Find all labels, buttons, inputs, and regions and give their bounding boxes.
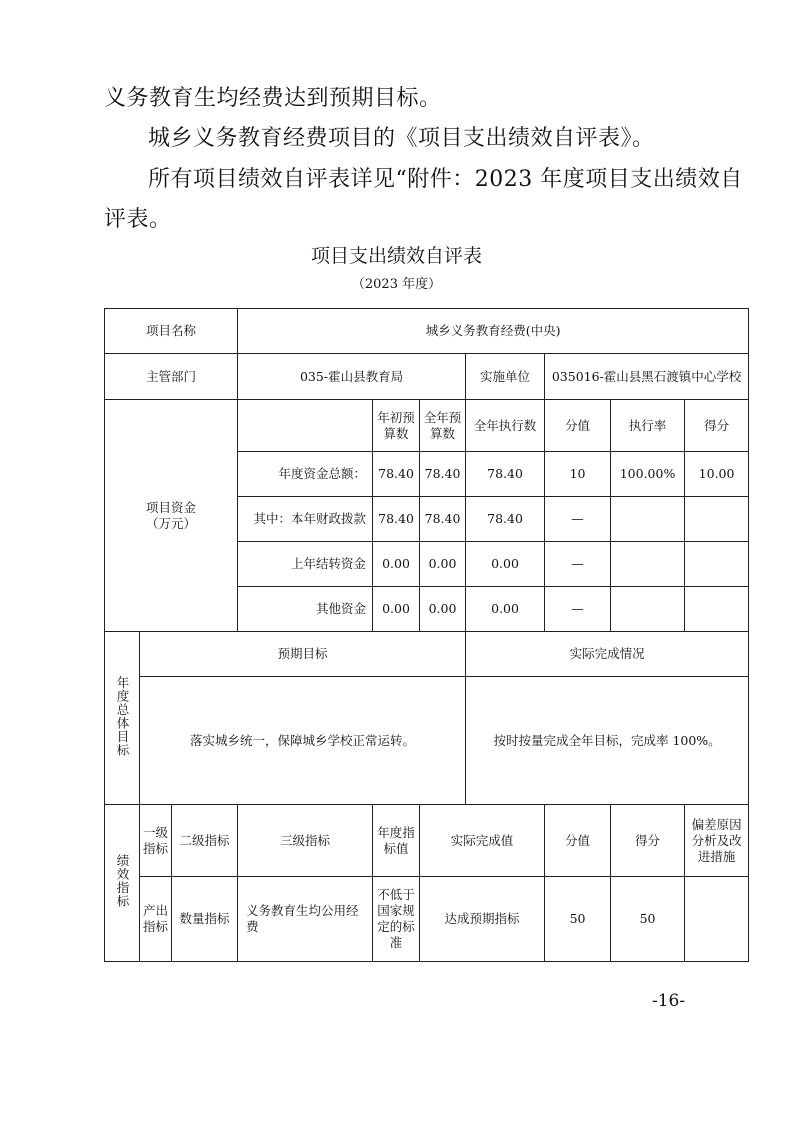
annual-goal-label [105,632,140,805]
fund-score-value: — [545,542,611,587]
header-score: 得分 [611,805,685,877]
page-number: -16- [652,991,686,1011]
implementing-unit-label: 实施单位 [466,354,545,400]
fund-annual: 78.40 [420,497,466,542]
goals-content-row [105,677,749,805]
fund-score-value: — [545,587,611,632]
paragraph-3: 所有项目绩效自评表详见“附件：2023 年度项目支出绩效自 [148,167,743,192]
fund-label: 其他资金 [238,587,373,632]
fund-rate: 100.00% [611,452,685,497]
actual-completion-header: 实际完成情况 [466,632,749,677]
fund-rate [611,542,685,587]
fund-executed: 78.40 [466,497,545,542]
project-name-value: 城乡义务教育经费(中央) [238,309,749,354]
fund-initial: 78.40 [373,452,420,497]
actual-completion-text: 按时按量完成全年目标，完成率 100%。 [466,677,749,805]
indicator-deviation [685,877,749,962]
header-actual-value: 实际完成值 [420,805,545,877]
expected-goal-header: 预期目标 [140,632,466,677]
header-annual-budget: 全年预算数 [420,400,466,452]
funds-header-row [105,400,749,452]
fund-label: 年度资金总额： [238,452,373,497]
fund-score-value: 10 [545,452,611,497]
department-label: 主管部门 [105,354,238,400]
fund-initial: 0.00 [373,587,420,632]
table-subtitle: （2023 年度） [351,277,442,292]
indicator-target: 不低于国家规定的标准 [373,877,420,962]
header-execution-rate: 执行率 [611,400,685,452]
paragraph-4: 评表。 [104,207,172,232]
header-deviation: 偏差原因分析及改进措施 [685,805,749,877]
header-score: 得分 [685,400,749,452]
fund-label: 其中：本年财政拨款 [238,497,373,542]
header-score-value: 分值 [545,805,611,877]
fund-rate [611,497,685,542]
funds-label: 项目资金 （万元） [105,400,238,632]
fund-annual: 78.40 [420,452,466,497]
paragraph-2: 城乡义务教育经费项目的《项目支出绩效自评表》。 [148,126,655,151]
fund-score-value: — [545,497,611,542]
fund-initial: 78.40 [373,497,420,542]
funds-header-blank [238,400,373,452]
fund-label: 上年结转资金 [238,542,373,587]
implementing-unit-value: 035016-霍山县黑石渡镇中心学校 [545,354,749,400]
header-executed: 全年执行数 [466,400,545,452]
header-score-value: 分值 [545,400,611,452]
fund-annual: 0.00 [420,587,466,632]
performance-indicator-label [105,805,140,962]
fund-score [685,587,749,632]
indicator-actual: 达成预期指标 [420,877,545,962]
fund-score [685,497,749,542]
header-initial-budget: 年初预算数 [373,400,420,452]
fund-annual: 0.00 [420,542,466,587]
indicator-level2: 数量指标 [172,877,238,962]
indicator-score-value: 50 [545,877,611,962]
fund-executed: 0.00 [466,587,545,632]
annual-goal-label-text: 年度总体目标 [115,675,130,757]
performance-indicator-label-text: 绩效指标 [115,854,130,908]
indicator-row [105,877,749,962]
evaluation-table [104,308,749,962]
header-target: 年度指标值 [373,805,420,877]
indicator-score: 50 [611,877,685,962]
header-level2: 二级指标 [172,805,238,877]
expected-goal-text: 落实城乡统一，保障城乡学校正常运转。 [140,677,466,805]
header-level3: 三级指标 [238,805,373,877]
table-title: 项目支出绩效自评表 [310,245,482,267]
department-row [105,354,749,400]
header-level1: 一级指标 [140,805,172,877]
fund-initial: 0.00 [373,542,420,587]
goals-header-row [105,632,749,677]
fund-executed: 0.00 [466,542,545,587]
indicator-level1: 产出指标 [140,877,172,962]
fund-rate [611,587,685,632]
paragraph-1: 义务教育生均经费达到预期目标。 [104,86,442,111]
fund-score: 10.00 [685,452,749,497]
indicators-header-row [105,805,749,877]
department-value: 035-霍山县教育局 [238,354,466,400]
fund-executed: 78.40 [466,452,545,497]
project-name-label: 项目名称 [105,309,238,354]
indicator-level3: 义务教育生均公用经费 [238,877,373,962]
fund-score [685,542,749,587]
project-name-row [105,309,749,354]
